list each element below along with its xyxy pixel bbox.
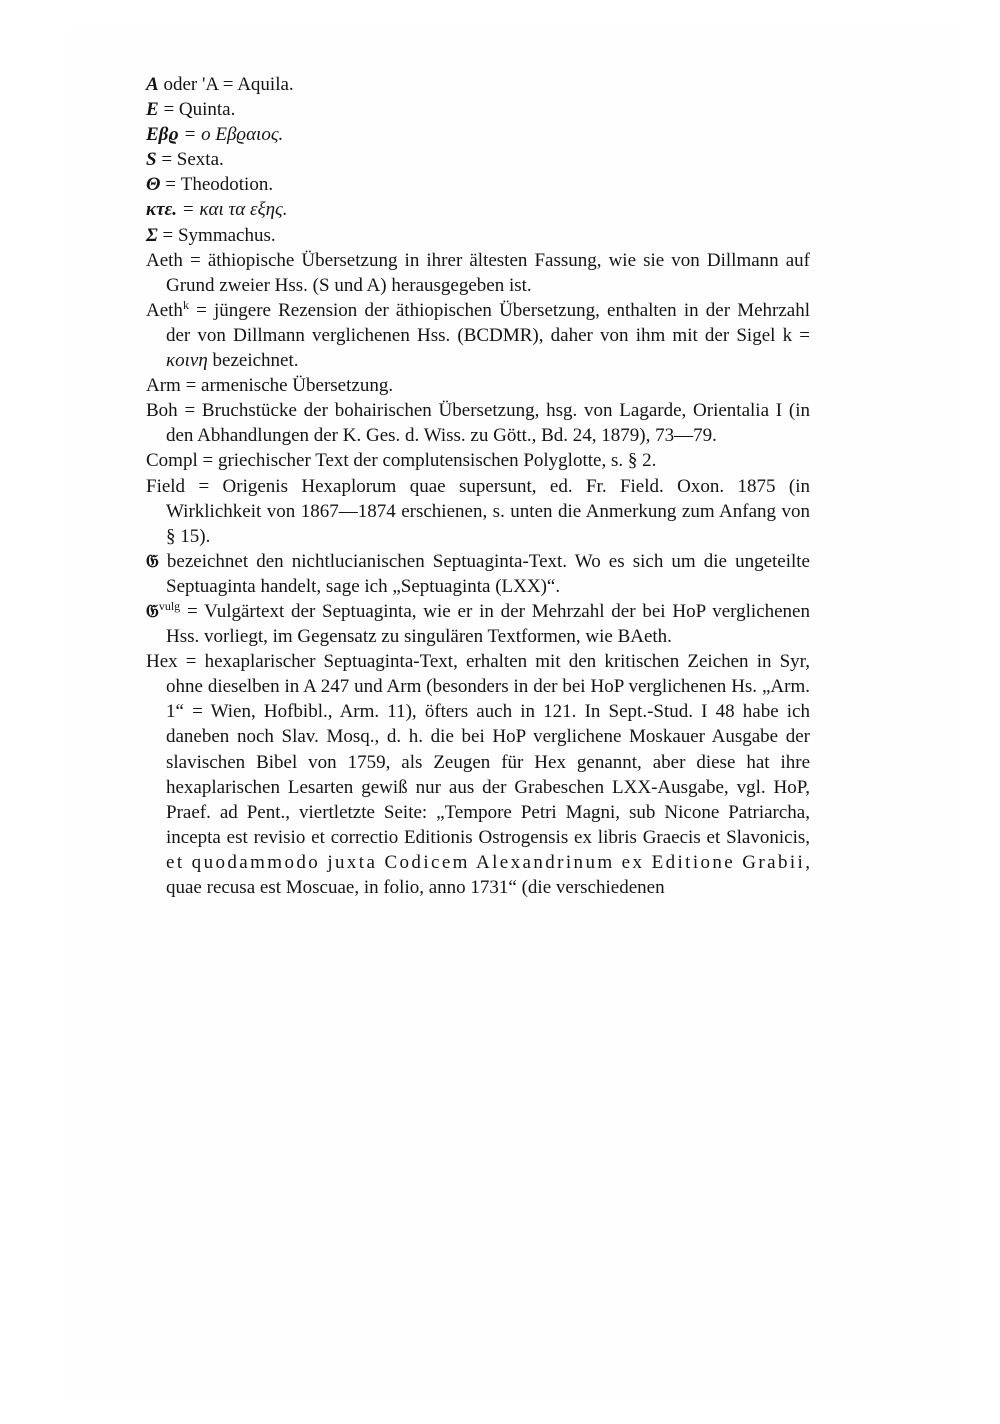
entry-text: = Quinta. [158, 99, 236, 121]
entry-head: Aeth [146, 299, 183, 321]
entry-tail: , quae recusa est Moscuae, in folio, anno 1731“ (die verschiedenen [166, 851, 810, 898]
entry-arm [146, 373, 810, 398]
entry-superscript: vulg [158, 598, 181, 613]
entry-compl [146, 448, 810, 473]
spaced-quote: et quodammodo juxta Codicem Alexandrinum ex Editione Grabii [166, 851, 806, 873]
entry-tail: bezeichnet. [207, 350, 299, 372]
entry-kte [146, 197, 810, 222]
entry-sexta [146, 147, 810, 172]
entry-text: Field = Origenis Hexaplorum quae supersunt, ed. Fr. Field. Oxon. 1875 (in Wirklichkeit von 1867—1874 erschienen, s. unten die Anmerkung zum Anfang von § 15). [146, 475, 810, 547]
entry-field [146, 474, 810, 549]
entry-text: Aeth = äthiopische Übersetzung in ihrer ältesten Fassung, wie sie von Dillmann auf Grund zweier Hss. (S und A) herausgegeben ist. [146, 249, 810, 296]
entry-text: Arm = armenische Übersetzung. [146, 375, 394, 397]
entry-aethk [146, 298, 810, 373]
entry-text: oder 'A = Aquila. [158, 74, 294, 95]
entry-aeth [146, 248, 810, 298]
entry-gvulg [146, 599, 810, 649]
symbol: κτε. [146, 199, 178, 221]
symbol: S [146, 149, 157, 171]
entry-text: Boh = Bruchstücke der bohairischen Übersetzung, hsg. von Lagarde, Orientalia I (in den Abhandlungen der K. Ges. d. Wiss. zu Gött., Bd. 24, 1879), 73—79. [146, 400, 810, 447]
entry-aquila [146, 72, 810, 97]
entry-g [146, 549, 810, 599]
entry-symmachus [146, 223, 810, 248]
entry-head: 𝔊 [146, 600, 159, 622]
entry-text: bezeichnet den nichtlucianischen Septuaginta-Text. Wo es sich um die ungeteilte Septuaginta handelt, sage ich „Septuaginta (LXX)“. [158, 550, 810, 597]
symbol: Θ [146, 174, 161, 196]
entry-text: Compl = griechischer Text der complutensischen Polyglotte, s. § 2. [146, 450, 657, 472]
entry-text: = Symmachus. [157, 224, 276, 246]
entry-text: = Theodotion. [160, 174, 274, 196]
symbol: A [146, 74, 159, 95]
symbol: Εβϱ [146, 124, 179, 146]
entry-text: = jüngere Rezension der äthiopischen Übersetzung, enthalten in der Mehrzahl der von Dillmann verglichenen Hss. (BCDMR), daher von ihm mit der Sigel k = [166, 299, 810, 346]
abbreviation-list [146, 72, 810, 900]
entry-hex [146, 649, 810, 900]
symbol: E [146, 99, 159, 121]
entry-superscript: k [182, 297, 189, 312]
entry-head: 𝔊 [146, 550, 159, 572]
entry-theodotion [146, 172, 810, 197]
entry-quinta [146, 97, 810, 122]
entry-text: = ο Εβϱαιος. [178, 124, 284, 146]
entry-boh [146, 398, 810, 448]
entry-text: = Sexta. [156, 149, 224, 171]
entry-text: = και τα εξης. [177, 199, 288, 221]
greek-word: κοινη [166, 350, 208, 372]
symbol: Σ [146, 224, 158, 246]
entry-hebraios [146, 122, 810, 147]
entry-text: = Vulgärtext der Septuaginta, wie er in der Mehrzahl der bei HoP verglichenen Hss. vorliegt, im Gegensatz zu singulären Textformen, wie BAeth. [166, 600, 810, 648]
entry-text: Hex = hexaplarischer Septuaginta-Text, erhalten mit den kritischen Zeichen in Syr, ohne dieselben in A 247 und Arm (besonders in der bei HoP verglichenen Hs. „Arm. 1“ = Wien, Hofbibl., Arm. 11), öfters auch in 121. In Sept.-Stud. I 48 habe ich daneben noch Slav. Mosq., d. h. die bei HoP verglichene Moskauer Ausgabe der slavischen Bibel von 1759, als Zeugen für Hex genannt, aber diese hat ihre hexaplarischen Lesarten gewiß nur aus der Grabeschen LXX-Ausgabe, vgl. HoP, Praef. ad Pent., viertletzte Seite: „Tempore Petri Magni, sub Nicone Patriarcha, incepta est revisio et correctio Editionis Ostrogensis ex libris Graecis et Slavonicis, [146, 651, 810, 848]
